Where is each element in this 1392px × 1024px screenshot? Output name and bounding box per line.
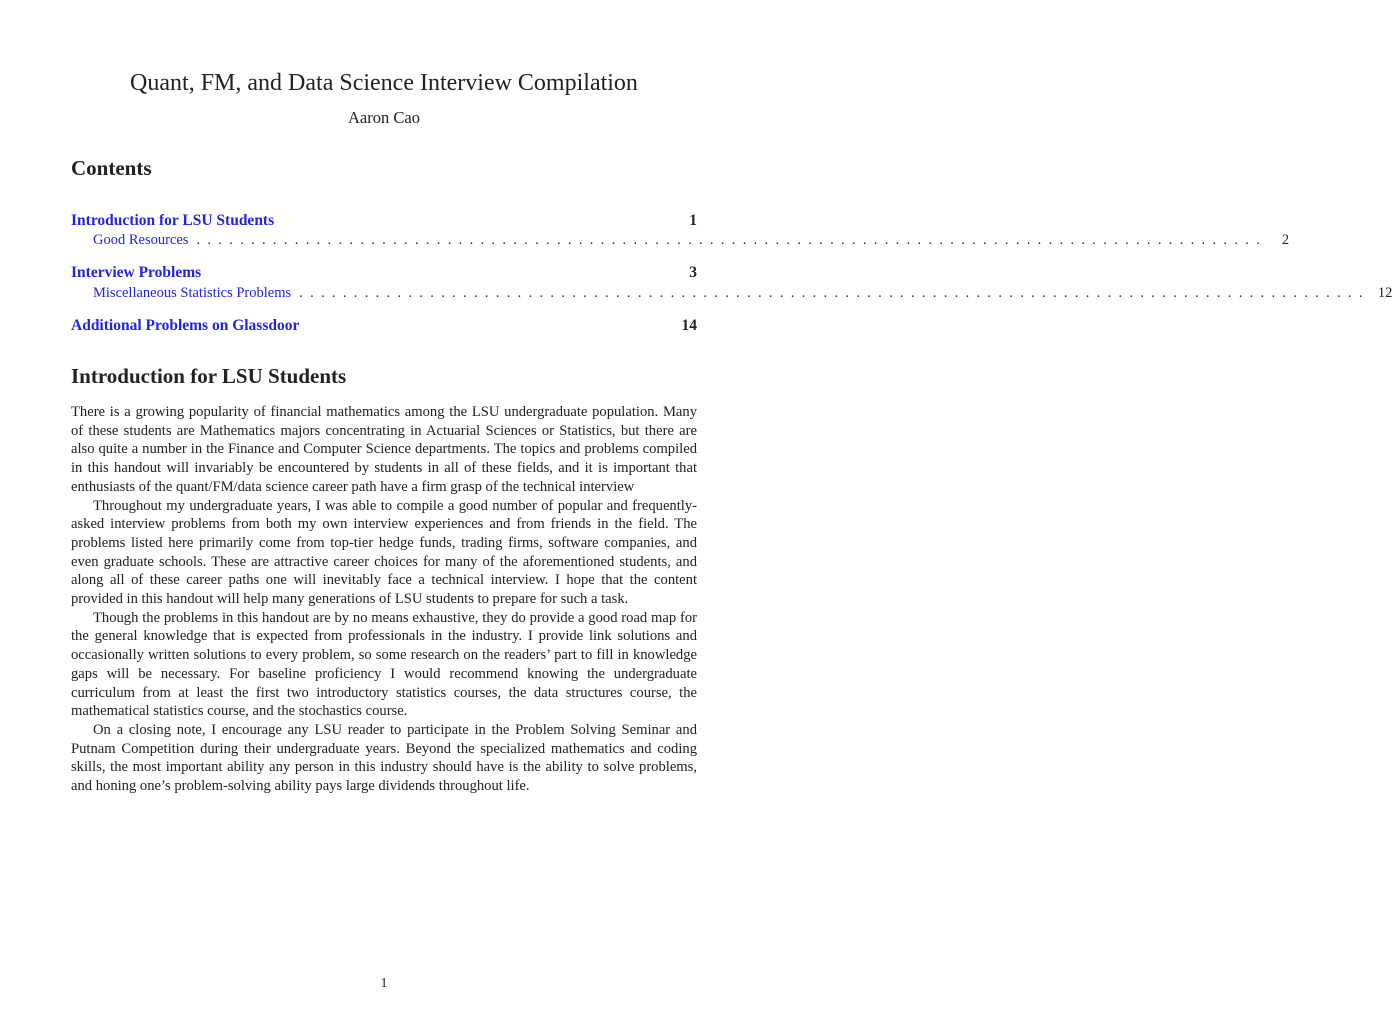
document-title: Quant, FM, and Data Science Interview Compilation bbox=[130, 70, 638, 96]
toc-entry-misc-statistics bbox=[71, 284, 1392, 303]
toc-link-glassdoor[interactable]: Additional Problems on Glassdoor bbox=[71, 317, 300, 334]
contents-heading: Contents bbox=[71, 156, 152, 180]
toc-entry-good-resources bbox=[71, 231, 1290, 250]
body-paragraph: There is a growing popularity of financial mathematics among the LSU undergraduate population. Many of these students are Mathematics majors concentrating in Actuarial Sciences or Statistics, but there are also quite a number in the Finance and Computer Science departments. The topics and problems compiled in this handout will invariably be encountered by students in all of these fields, and it is important that enthusiasts of the quant/FM/data science career path have a firm grasp of the technical interview bbox=[71, 404, 697, 495]
page-number: 1 bbox=[380, 976, 388, 991]
body-paragraph: On a closing note, I encourage any LSU reader to participate in the Problem Solving Seminar and Putnam Competition during their undergraduate years. Beyond the specialized mathematics and coding skills, the most important ability any person in this industry should have is the ability to solve problems, and honing one’s problem-solving ability pays large dividends throughout life. bbox=[71, 721, 697, 795]
section-heading: Introduction for LSU Students bbox=[71, 364, 347, 388]
toc-page-number: 14 bbox=[681, 317, 697, 334]
toc-page-number: 3 bbox=[689, 264, 697, 281]
toc-link-good-resources[interactable]: Good Resources bbox=[93, 232, 189, 248]
section-body bbox=[71, 403, 697, 796]
toc-link-interview-problems[interactable]: Interview Problems bbox=[71, 264, 202, 281]
toc-page-number: 1 bbox=[689, 212, 697, 229]
toc-leader-dots: .................................................................................................. bbox=[299, 285, 1370, 301]
toc-entry-interview-problems bbox=[71, 263, 697, 283]
toc-entry-introduction bbox=[71, 211, 697, 231]
toc-page-number: 2 bbox=[1281, 232, 1290, 248]
body-paragraph: Throughout my undergraduate years, I was able to compile a good number of popular and frequently-asked interview problems from both my own interview experiences and from friends in the field. The problems listed here primarily come from top-tier hedge funds, trading firms, software companies, and even graduate schools. These are attractive career choices for many of the aforementioned students, and along all of these career paths one will inevitably face a technical interview. I hope that the content provided in this handout will help many generations of LSU students to prepare for such a task. bbox=[71, 497, 697, 608]
toc-entry-glassdoor bbox=[71, 316, 697, 336]
document-author: Aaron Cao bbox=[348, 108, 420, 127]
toc-link-introduction[interactable]: Introduction for LSU Students bbox=[71, 212, 275, 229]
toc-page-number: 12 bbox=[1377, 285, 1392, 301]
body-paragraph: Though the problems in this handout are by no means exhaustive, they do provide a good road map for the general knowledge that is expected from professionals in the industry. I provide link solutions and occasionally written solutions to every problem, so some research on the readers’ part to fill in knowledge gaps will be necessary. For baseline proficiency I would recommend knowing the undergraduate curriculum from at least the first two introductory statistics courses, the data structures course, the mathematical statistics course, and the stochastics course. bbox=[71, 609, 697, 720]
toc-leader-dots: .................................................................................................. bbox=[196, 232, 1268, 248]
toc-link-misc-statistics[interactable]: Miscellaneous Statistics Problems bbox=[93, 285, 292, 301]
